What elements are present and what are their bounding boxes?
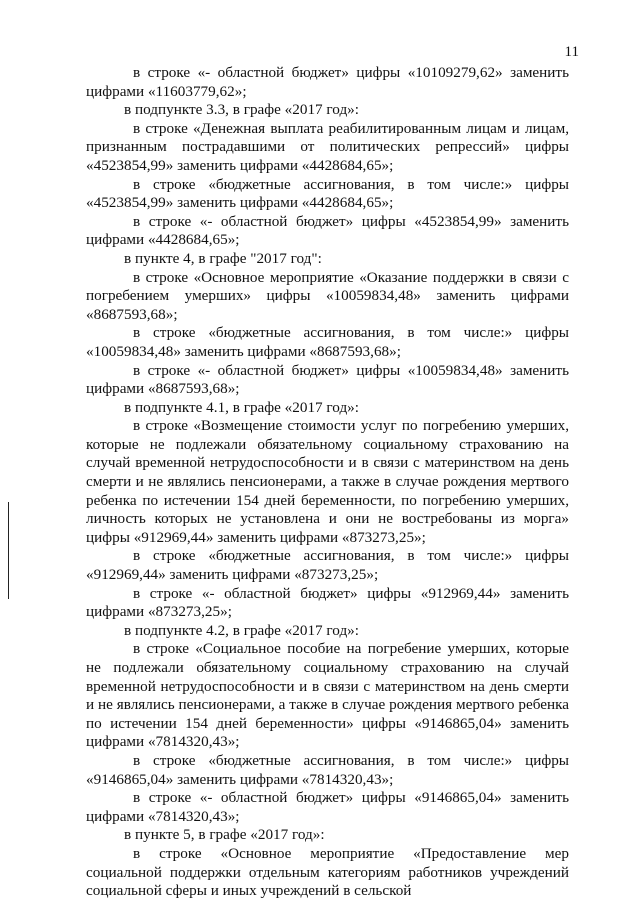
paragraph: в строке «- областной бюджет» цифры «9146865,04» заменить цифрами «7814320,43»;: [86, 789, 569, 825]
paragraph: в подпункте 4.2, в графе «2017 год»:: [124, 621, 359, 639]
margin-line: [8, 502, 9, 599]
paragraph: в строке «Возмещение стоимости услуг по погребению умерших, которые не подлежали обязательному социальному страхованию на случай временной нетрудоспособности и в связи с материнством на день смерти и не являлись пенсионерами, а также в случае рождения мертвого ребенка по истечении 154 дней беременности, по погребению умерших, личность которых не установлена и они не востребованы из морга» цифры «912969,44» заменить цифрами «873273,25»;: [86, 417, 569, 546]
paragraph: в строке «- областной бюджет» цифры «10059834,48» заменить цифрами «8687593,68»;: [86, 361, 569, 398]
paragraph: в строке «- областной бюджет» цифры «912969,44» заменить цифрами «873273,25»;: [86, 584, 569, 621]
paragraph: в пункте 5, в графе «2017 год»:: [124, 826, 325, 844]
paragraph: в строке «- областной бюджет» цифры «10109279,62» заменить цифрами «11603779,62»;: [86, 64, 569, 100]
paragraph: в строке «бюджетные ассигнования, в том числе:» цифры «10059834,48» заменить цифрами «8687593,68»;: [86, 324, 569, 360]
paragraph: в пункте 4, в графе "2017 год":: [124, 249, 322, 267]
paragraph: в строке «бюджетные ассигнования, в том числе:» цифры «912969,44» заменить цифрами «873273,25»;: [86, 547, 569, 584]
paragraph: в строке «Денежная выплата реабилитированным лицам и лицам, признанным пострадавшими от политических репрессий» цифры «4523854,99» заменить цифрами «4428684,65»;: [86, 119, 569, 174]
paragraph: в строке «Основное мероприятие «Предоставление мер социальной поддержки отдельным категориям работников учреждений социальной сферы и иных учреждений в сельской: [86, 844, 569, 900]
paragraph: в строке «Социальное пособие на погребение умерших, которые не подлежали обязательному социальному страхованию на случай временной нетрудоспособности и в связи с материнством на день смерти и не являлись пенсионерами, а также в случае рождения мертвого ребенка по истечении 154 дней беременности» цифры «9146865,04» заменить цифрами «7814320,43»;: [86, 640, 569, 751]
paragraph: в подпункте 4.1, в графе «2017 год»:: [124, 398, 359, 416]
paragraph: в строке «бюджетные ассигнования, в том числе:» цифры «9146865,04» заменить цифрами «7814320,43»;: [86, 751, 569, 788]
page-number: 11: [564, 44, 579, 60]
document-body: [86, 64, 569, 901]
paragraph: в строке «Основное мероприятие «Оказание поддержки в связи с погребением умерших» цифры «10059834,48» заменить цифрами «8687593,68»;: [86, 268, 569, 323]
paragraph: в строке «- областной бюджет» цифры «4523854,99» заменить цифрами «4428684,65»;: [86, 212, 569, 249]
paragraph: в строке «бюджетные ассигнования, в том числе:» цифры «4523854,99» заменить цифрами «4428684,65»;: [86, 175, 569, 212]
paragraph: в подпункте 3.3, в графе «2017 год»:: [124, 101, 359, 119]
